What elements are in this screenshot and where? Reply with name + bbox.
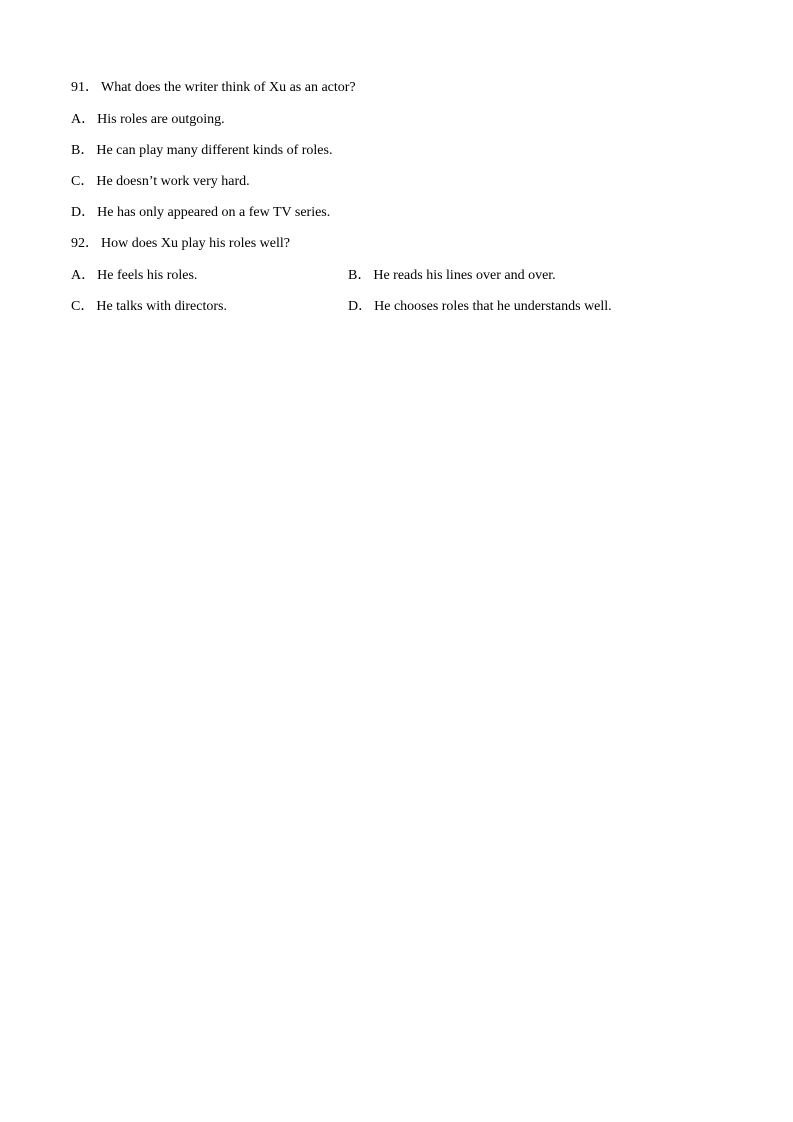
option-text: He reads his lines over and over. bbox=[373, 268, 556, 283]
option-text: He talks with directors. bbox=[96, 299, 227, 314]
q92-option-b bbox=[348, 267, 556, 285]
option-text: He has only appeared on a few TV series. bbox=[97, 205, 331, 220]
q91-option-b bbox=[71, 142, 332, 160]
question-92 bbox=[71, 235, 290, 253]
q91-option-c bbox=[71, 173, 250, 191]
option-label: C． bbox=[71, 299, 95, 314]
q91-option-d bbox=[71, 204, 330, 222]
option-text: He doesn’t work very hard. bbox=[96, 174, 250, 189]
option-label: A． bbox=[71, 268, 96, 283]
q92-option-d bbox=[348, 298, 612, 316]
option-label: B． bbox=[348, 268, 372, 283]
option-label: D． bbox=[71, 205, 96, 220]
question-number: 91． bbox=[71, 80, 99, 95]
option-label: B． bbox=[71, 143, 95, 158]
question-91 bbox=[71, 79, 356, 97]
q91-option-a bbox=[71, 111, 225, 129]
option-label: D． bbox=[348, 299, 373, 314]
question-stem: What does the writer think of Xu as an actor? bbox=[101, 80, 356, 95]
option-text: He chooses roles that he understands well. bbox=[374, 299, 612, 314]
option-text: He feels his roles. bbox=[97, 268, 198, 283]
option-text: He can play many different kinds of roles. bbox=[96, 143, 333, 158]
question-stem: How does Xu play his roles well? bbox=[101, 236, 290, 251]
q92-option-c bbox=[71, 298, 227, 316]
option-label: C． bbox=[71, 174, 95, 189]
option-text: His roles are outgoing. bbox=[97, 112, 225, 127]
question-number: 92． bbox=[71, 236, 99, 251]
q92-option-a bbox=[71, 267, 197, 285]
option-label: A． bbox=[71, 112, 96, 127]
